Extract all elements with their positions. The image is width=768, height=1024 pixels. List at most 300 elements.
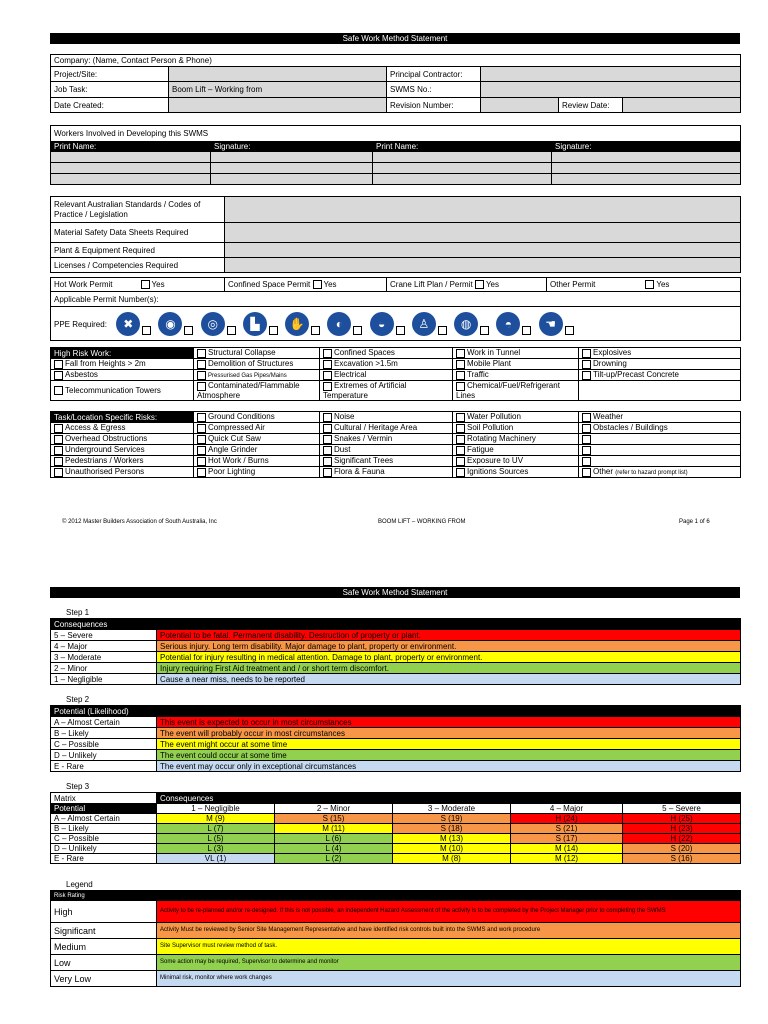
- high-risk-item-checkbox[interactable]: [54, 371, 63, 380]
- matrix-row: [51, 814, 741, 824]
- task-risk-item-cell: [579, 445, 741, 456]
- task-risk-item-cell: [51, 423, 194, 434]
- ppe-item: [454, 312, 491, 336]
- ppe-item: [201, 312, 238, 336]
- high-risk-item-checkbox[interactable]: [456, 371, 465, 380]
- table-row: [51, 955, 741, 971]
- worker-cell[interactable]: [373, 163, 552, 174]
- ppe-checkbox[interactable]: [565, 326, 574, 335]
- high-risk-item-cell: [453, 370, 579, 381]
- licenses-field[interactable]: [225, 258, 741, 273]
- row-description: The event could occur at some time: [157, 750, 741, 761]
- high-risk-item-checkbox[interactable]: [456, 360, 465, 369]
- row-description: Injury requiring First Aid treatment and / or short term discomfort.: [157, 663, 741, 674]
- workers-heading: Workers Involved in Developing this SWMS: [51, 126, 741, 142]
- task-risk-item-checkbox[interactable]: [582, 468, 591, 477]
- worker-cell[interactable]: [552, 152, 741, 163]
- high-risk-item-cell: [579, 348, 741, 359]
- row-label: B – Likely: [51, 728, 157, 739]
- gloves-icon: ✋: [285, 312, 309, 336]
- column-header: Consequences: [51, 619, 157, 630]
- task-risk-item-cell: [194, 412, 320, 423]
- rating-description: Site Supervisor must review method of task.: [157, 939, 741, 955]
- task-risk-item-checkbox[interactable]: [54, 435, 63, 444]
- worker-cell[interactable]: [373, 174, 552, 185]
- ppe-checkbox[interactable]: [311, 326, 320, 335]
- rating-label: Low: [51, 955, 157, 971]
- table-row: [51, 939, 741, 955]
- task-risk-item-checkbox[interactable]: [323, 413, 332, 422]
- step2-label: Step 2: [66, 695, 90, 704]
- matrix-cell: H (25): [623, 814, 741, 824]
- high-risk-item-checkbox[interactable]: [54, 360, 63, 369]
- date-created-field[interactable]: [169, 98, 387, 113]
- task-risk-item-checkbox[interactable]: [54, 446, 63, 455]
- matrix-cell: L (2): [275, 854, 393, 864]
- task-risk-item-label: Obstacles / Buildings: [593, 423, 668, 433]
- table-row: [51, 728, 741, 739]
- ppe-item: [412, 312, 449, 336]
- footer-copyright: © 2012 Master Builders Association of South Australia, Inc: [62, 519, 217, 525]
- task-risk-item-label: Unauthorised Persons: [65, 467, 145, 477]
- matrix-cell: S (20): [623, 844, 741, 854]
- high-risk-item-checkbox[interactable]: [323, 360, 332, 369]
- matrix-label: Matrix: [51, 793, 157, 804]
- print-name-header: Print Name:: [51, 142, 211, 152]
- company-info-table: [50, 54, 741, 113]
- task-risk-item-checkbox[interactable]: [582, 424, 591, 433]
- high-risk-item-checkbox[interactable]: [456, 349, 465, 358]
- high-risk-item-label: Fall from Heights > 2m: [65, 359, 146, 369]
- matrix-cell: S (19): [393, 814, 511, 824]
- worker-cell[interactable]: [51, 163, 211, 174]
- high-risk-item-cell: [51, 381, 194, 401]
- msds-field[interactable]: [225, 223, 741, 243]
- matrix-column-header: 1 – Negligible: [157, 804, 275, 814]
- task-risk-table: [50, 411, 741, 478]
- task-risk-item-checkbox[interactable]: [323, 446, 332, 455]
- task-risk-item-cell: [320, 434, 453, 445]
- task-risk-item-label: Weather: [593, 412, 624, 422]
- task-risk-item-checkbox[interactable]: [54, 424, 63, 433]
- high-risk-table: [50, 347, 741, 401]
- row-label: E - Rare: [51, 761, 157, 772]
- task-risk-item-checkbox[interactable]: [456, 424, 465, 433]
- consequences-table: [50, 618, 741, 685]
- crane-lift-yes-checkbox[interactable]: [475, 280, 484, 289]
- matrix-cell: M (14): [511, 844, 623, 854]
- other-permit: Other Permit Yes: [547, 278, 741, 292]
- table-row: [51, 467, 741, 478]
- risk-rating-header: Risk Rating: [51, 891, 157, 901]
- ppe-item: [496, 312, 533, 336]
- task-risk-item-label: Angle Grinder: [208, 445, 258, 455]
- ppe-item: [285, 312, 322, 336]
- task-risk-item-checkbox[interactable]: [582, 435, 591, 444]
- table-row: [51, 717, 741, 728]
- high-risk-item-checkbox[interactable]: [197, 349, 206, 358]
- dust-mask-icon: ◍: [454, 312, 478, 336]
- high-risk-item-cell: [579, 381, 741, 401]
- table-row: [51, 630, 741, 641]
- matrix-potential-header: Potential: [51, 804, 157, 814]
- task-risk-item-label: Access & Egress: [65, 423, 126, 433]
- high-risk-item-label: Electrical: [334, 370, 367, 380]
- matrix-row: [51, 844, 741, 854]
- high-risk-item-checkbox[interactable]: [197, 371, 206, 380]
- matrix-cell: VL (1): [157, 854, 275, 864]
- table-row: [51, 663, 741, 674]
- column-header-empty: [157, 891, 741, 901]
- ear-muffs-icon: ◎: [201, 312, 225, 336]
- row-label: 4 – Major: [51, 641, 157, 652]
- column-header-empty: [157, 619, 741, 630]
- likelihood-table: [50, 705, 741, 772]
- task-risk-item-checkbox[interactable]: [323, 457, 332, 466]
- task-risk-item-checkbox[interactable]: [582, 413, 591, 422]
- high-risk-item-cell: [453, 348, 579, 359]
- swms-no-label: SWMS No.:: [387, 82, 481, 98]
- task-risk-item-cell: [453, 445, 579, 456]
- matrix-cell: H (22): [623, 834, 741, 844]
- row-description: Potential for injury resulting in medical attention. Damage to plant, property or environment.: [157, 652, 741, 663]
- principal-field[interactable]: [481, 67, 741, 82]
- task-risk-item-cell: [453, 456, 579, 467]
- row-label: 3 – Moderate: [51, 652, 157, 663]
- swms-no-field[interactable]: [481, 82, 741, 98]
- ppe-checkbox[interactable]: [396, 326, 405, 335]
- table-row: [51, 445, 741, 456]
- ppe-item: [158, 312, 195, 336]
- high-risk-item-cell: [320, 359, 453, 370]
- task-risk-item-label: Other: [593, 467, 614, 477]
- page2-title: Safe Work Method Statement: [50, 587, 740, 598]
- matrix-row-label: C – Possible: [51, 834, 157, 844]
- matrix-cell: M (8): [393, 854, 511, 864]
- high-risk-item-label: Demolition of Structures: [208, 359, 294, 369]
- task-risk-item-label: Overhead Obstructions: [65, 434, 148, 444]
- safety-boots-icon: ▙: [243, 312, 267, 336]
- high-risk-item-label: Mobile Plant: [467, 359, 512, 369]
- matrix-row: [51, 854, 741, 864]
- task-risk-item-label: Compressed Air: [208, 423, 265, 433]
- high-risk-item-label: Drowning: [593, 359, 627, 369]
- matrix-cell: L (7): [157, 824, 275, 834]
- worker-cell[interactable]: [552, 163, 741, 174]
- task-risk-item-cell: [51, 434, 194, 445]
- high-risk-item-cell: [320, 370, 453, 381]
- footer-title: BOOM LIFT – WORKING FROM: [378, 519, 466, 525]
- job-task-field[interactable]: Boom Lift – Working from: [169, 82, 387, 98]
- high-risk-item-checkbox[interactable]: [582, 349, 591, 358]
- confined-space-permit: Confined Space Permit Yes: [225, 278, 387, 292]
- ppe-item: [327, 312, 364, 336]
- matrix-cell: M (12): [511, 854, 623, 864]
- worker-cell[interactable]: [51, 174, 211, 185]
- worker-cell[interactable]: [552, 174, 741, 185]
- ppe-label: PPE Required:: [54, 320, 107, 330]
- matrix-cell: M (13): [393, 834, 511, 844]
- principal-label: Principal Contractor:: [387, 67, 481, 82]
- footer-page: Page 1 of 6: [679, 519, 710, 525]
- column-header-empty: [157, 706, 741, 717]
- ppe-checkbox[interactable]: [184, 326, 193, 335]
- high-risk-item-label: Telecommunication Towers: [65, 385, 161, 395]
- task-risk-item-label: Quick Cut Saw: [208, 434, 261, 444]
- high-risk-item-checkbox[interactable]: [582, 371, 591, 380]
- rating-description: Activity Must be reviewed by Senior Site Management Representative and have identified risk controls built into the SWMS and work procedure: [157, 923, 741, 939]
- task-risk-item-checkbox[interactable]: [197, 446, 206, 455]
- high-risk-item-cell: [453, 359, 579, 370]
- ppe-checkbox[interactable]: [269, 326, 278, 335]
- ppe-checkbox[interactable]: [480, 326, 489, 335]
- matrix-cell: S (16): [623, 854, 741, 864]
- high-risk-item-cell: [453, 381, 579, 401]
- matrix-row-label: D – Unlikely: [51, 844, 157, 854]
- task-risk-item-cell: [320, 423, 453, 434]
- review-date-label: Review Date:: [559, 98, 623, 113]
- worker-cell[interactable]: [373, 152, 552, 163]
- task-risk-item-cell: [194, 423, 320, 434]
- task-risk-item-label: Rotating Machinery: [467, 434, 536, 444]
- worker-cell[interactable]: [211, 174, 373, 185]
- worker-cell[interactable]: [51, 152, 211, 163]
- task-risk-item-checkbox[interactable]: [197, 424, 206, 433]
- task-risk-item-cell: [453, 423, 579, 434]
- high-risk-item-label: Pressurised Gas Pipes/Mains: [208, 373, 287, 380]
- task-risk-item-label: Underground Services: [65, 445, 145, 455]
- ppe-item: [370, 312, 407, 336]
- other-permit-yes-checkbox[interactable]: [645, 280, 654, 289]
- rating-label: High: [51, 901, 157, 923]
- task-risk-item-cell: [579, 423, 741, 434]
- matrix-cell: S (15): [275, 814, 393, 824]
- matrix-row: [51, 824, 741, 834]
- task-risk-item-label: Dust: [334, 445, 351, 455]
- ppe-checkbox[interactable]: [227, 326, 236, 335]
- task-risk-item-checkbox[interactable]: [323, 435, 332, 444]
- table-row: [51, 674, 741, 685]
- matrix-column-header: 2 – Minor: [275, 804, 393, 814]
- msds-label: Material Safety Data Sheets Required: [51, 223, 225, 243]
- other-note: (refer to hazard prompt list): [615, 470, 688, 477]
- table-row: [51, 971, 741, 987]
- row-description: Serious injury. Long term disability. Major damage to plant, property or environment.: [157, 641, 741, 652]
- worker-cell[interactable]: [211, 163, 373, 174]
- table-row: [51, 739, 741, 750]
- task-risk-item-checkbox[interactable]: [456, 468, 465, 477]
- task-risk-item-label: Pedestrians / Workers: [65, 456, 144, 466]
- table-header-row: [51, 706, 741, 717]
- task-risk-header: Task/Location Specific Risks:: [51, 412, 194, 423]
- task-risk-item-checkbox[interactable]: [456, 446, 465, 455]
- task-risk-item-checkbox[interactable]: [323, 468, 332, 477]
- matrix-cell: H (24): [511, 814, 623, 824]
- row-description: The event may occur only in exceptional circumstances: [157, 761, 741, 772]
- licenses-label: Licenses / Competencies Required: [51, 258, 225, 273]
- high-risk-item-label: Extremes of Artificial Temperature: [323, 381, 407, 400]
- task-risk-item-label: Noise: [334, 412, 355, 422]
- ppe-checkbox[interactable]: [142, 326, 151, 335]
- high-risk-item-checkbox[interactable]: [197, 360, 206, 369]
- worker-cell[interactable]: [211, 152, 373, 163]
- task-risk-item-label: Cultural / Heritage Area: [334, 423, 418, 433]
- harness-icon: ✖: [116, 312, 140, 336]
- row-label: 5 – Severe: [51, 630, 157, 641]
- plant-field[interactable]: [225, 243, 741, 258]
- table-row: [51, 901, 741, 923]
- task-risk-item-cell: [194, 434, 320, 445]
- revision-field[interactable]: [481, 98, 559, 113]
- high-risk-item-cell: [320, 348, 453, 359]
- task-risk-item-cell: [320, 467, 453, 478]
- matrix-cell: M (9): [157, 814, 275, 824]
- task-risk-item-cell: [320, 445, 453, 456]
- task-risk-item-cell: [453, 467, 579, 478]
- row-description: Cause a near miss, needs to be reported: [157, 674, 741, 685]
- high-risk-item-cell: [579, 359, 741, 370]
- high-risk-item-checkbox[interactable]: [582, 360, 591, 369]
- task-risk-item-checkbox[interactable]: [197, 413, 206, 422]
- ppe-item: [539, 312, 576, 336]
- project-label: Project/Site:: [51, 67, 169, 82]
- high-risk-item-label: Structural Collapse: [208, 348, 276, 358]
- row-description: Potential to be fatal. Permanent disability. Destruction of property or plant.: [157, 630, 741, 641]
- task-risk-item-label: Flora & Fauna: [334, 467, 385, 477]
- task-risk-item-checkbox[interactable]: [197, 468, 206, 477]
- rating-description: Some action may be required, Supervisor to determine and monitor: [157, 955, 741, 971]
- matrix-cell: H (23): [623, 824, 741, 834]
- high-risk-item-cell: [51, 370, 194, 381]
- task-risk-item-checkbox[interactable]: [54, 468, 63, 477]
- respirator-icon: ◉: [158, 312, 182, 336]
- high-risk-item-checkbox[interactable]: [323, 382, 332, 391]
- table-row: [51, 652, 741, 663]
- high-risk-item-cell: [51, 359, 194, 370]
- task-risk-item-cell: [453, 434, 579, 445]
- ppe-checkbox[interactable]: [353, 326, 362, 335]
- high-risk-item-cell: [194, 348, 320, 359]
- date-created-label: Date Created:: [51, 98, 169, 113]
- high-risk-item-label: Work in Tunnel: [467, 348, 521, 358]
- rating-label: Medium: [51, 939, 157, 955]
- high-risk-item-checkbox[interactable]: [54, 386, 63, 395]
- safety-glasses-icon: ◐: [327, 312, 351, 336]
- table-row: [51, 750, 741, 761]
- task-risk-item-checkbox[interactable]: [197, 435, 206, 444]
- high-risk-item-label: Asbestos: [65, 370, 98, 380]
- task-risk-item-checkbox[interactable]: [456, 435, 465, 444]
- ppe-item: [243, 312, 280, 336]
- company-label: Company: (Name, Contact Person & Phone): [51, 55, 741, 67]
- matrix-cols-row: [51, 804, 741, 814]
- high-risk-item-checkbox[interactable]: [323, 349, 332, 358]
- hot-work-yes-checkbox[interactable]: [141, 280, 150, 289]
- ppe-checkbox[interactable]: [438, 326, 447, 335]
- table-header-row: [51, 619, 741, 630]
- page-title: Safe Work Method Statement: [50, 33, 740, 44]
- task-risk-item-label: Poor Lighting: [208, 467, 256, 477]
- step1-label: Step 1: [66, 608, 90, 617]
- table-row: [51, 641, 741, 652]
- rating-label: Significant: [51, 923, 157, 939]
- matrix-column-header: 3 – Moderate: [393, 804, 511, 814]
- job-task-label: Job Task:: [51, 82, 169, 98]
- table-row: [51, 923, 741, 939]
- matrix-cell: L (6): [275, 834, 393, 844]
- standards-label: Relevant Australian Standards / Codes of Practice / Legislation: [51, 197, 225, 223]
- risk-rating-table: [50, 890, 741, 987]
- row-label: A – Almost Certain: [51, 717, 157, 728]
- matrix-cell: L (4): [275, 844, 393, 854]
- row-description: The event might occur at some time: [157, 739, 741, 750]
- risk-matrix-table: [50, 792, 741, 864]
- high-risk-item-checkbox[interactable]: [197, 382, 206, 391]
- row-description: This event is expected to occur in most circumstances: [157, 717, 741, 728]
- high-risk-item-checkbox[interactable]: [323, 371, 332, 380]
- high-risk-item-label: Explosives: [593, 348, 632, 358]
- matrix-row-label: E - Rare: [51, 854, 157, 864]
- task-risk-item-cell: [194, 445, 320, 456]
- matrix-column-header: 5 – Severe: [623, 804, 741, 814]
- step3-label: Step 3: [66, 782, 90, 791]
- task-risk-item-checkbox[interactable]: [582, 457, 591, 466]
- high-risk-item-label: Chemical/Fuel/Refrigerant Lines: [456, 381, 560, 400]
- confined-space-yes-checkbox[interactable]: [313, 280, 322, 289]
- high-risk-item-label: Confined Spaces: [334, 348, 395, 358]
- row-label: D – Unlikely: [51, 750, 157, 761]
- high-risk-item-checkbox[interactable]: [456, 382, 465, 391]
- task-risk-item-cell: [51, 445, 194, 456]
- high-risk-item-label: Traffic: [467, 370, 489, 380]
- review-date-field[interactable]: [623, 98, 741, 113]
- standards-field[interactable]: [225, 197, 741, 223]
- task-risk-item-checkbox[interactable]: [582, 446, 591, 455]
- task-risk-item-cell: [579, 467, 741, 478]
- task-risk-item-cell: [51, 467, 194, 478]
- table-row: [51, 761, 741, 772]
- high-risk-item-label: Tilt-up/Precast Concrete: [593, 370, 679, 380]
- task-risk-item-checkbox[interactable]: [456, 457, 465, 466]
- matrix-row-label: B – Likely: [51, 824, 157, 834]
- task-risk-item-cell: [51, 456, 194, 467]
- table-row: [51, 348, 741, 359]
- task-risk-item-checkbox[interactable]: [197, 457, 206, 466]
- task-risk-item-cell: [194, 456, 320, 467]
- task-risk-item-checkbox[interactable]: [323, 424, 332, 433]
- revision-label: Revision Number:: [387, 98, 481, 113]
- matrix-cell: S (18): [393, 824, 511, 834]
- ppe-row: [51, 307, 741, 341]
- ppe-checkbox[interactable]: [522, 326, 531, 335]
- task-risk-item-label: Fatigue: [467, 445, 494, 455]
- table-row: [51, 456, 741, 467]
- table-row: [51, 381, 741, 401]
- plant-label: Plant & Equipment Required: [51, 243, 225, 258]
- project-field[interactable]: [169, 67, 387, 82]
- task-risk-item-checkbox[interactable]: [54, 457, 63, 466]
- row-label: 1 – Negligible: [51, 674, 157, 685]
- table-row: [51, 359, 741, 370]
- matrix-cell: S (21): [511, 824, 623, 834]
- rating-label: Very Low: [51, 971, 157, 987]
- matrix-cell: M (10): [393, 844, 511, 854]
- table-row: [51, 370, 741, 381]
- task-risk-item-checkbox[interactable]: [456, 413, 465, 422]
- signature-header: Signature:: [552, 142, 741, 152]
- task-risk-item-label: Soil Pollution: [467, 423, 514, 433]
- table-row: [51, 423, 741, 434]
